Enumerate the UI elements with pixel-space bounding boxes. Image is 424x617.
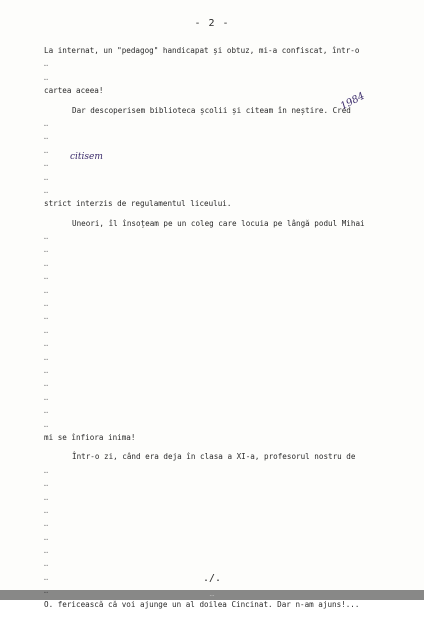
text-line: … [44,312,49,322]
text-line: … [44,559,49,569]
text-line: … [44,185,49,195]
text-line: … [44,339,49,349]
text-line: … [44,479,49,489]
paragraph-2 [44,104,388,211]
text-line: … [44,465,49,475]
text-line: … [44,272,49,282]
text-line: … [44,325,49,335]
handwritten-margin-note: citisem [70,152,103,162]
text-line: … [44,519,49,529]
text-line: … [44,118,49,128]
text-line: … [44,419,49,429]
text-line: … [44,299,49,309]
text-line: Dar descoperisem biblioteca școlii și citeam în neștire. Cred [72,105,351,115]
text-line: Uneori, îl însoțeam pe un coleg care locuia pe lângă podul Mihai [72,218,365,228]
paragraph-1 [44,44,388,98]
text-line: … [44,392,49,402]
text-line: cartea aceea! [44,86,104,96]
text-line: … [44,132,49,142]
watermark: ... [0,590,424,600]
text-line: … [44,72,49,82]
text-line: … [44,532,49,542]
text-line: … [44,59,49,69]
paragraph-3 [44,217,388,445]
text-line: … [44,352,49,362]
handwritten-year-note: 1984 [338,90,367,113]
text-line: … [44,572,49,582]
text-line: … [44,245,49,255]
document-body [44,44,388,617]
text-line: mi se înfiora inima! [44,432,136,442]
text-line: … [44,492,49,502]
text-line: … [44,379,49,389]
text-line: O. fericească că voi ajunge un al doilea Cincinat. Dar n-am ajuns!... [44,599,360,609]
text-line: … [44,546,49,556]
text-line: … [44,406,49,416]
text-line: … [44,258,49,268]
text-line: … [44,159,49,169]
text-line: … [44,145,49,155]
text-line: … [44,505,49,515]
text-line: … [44,285,49,295]
ending-mark: ./. [202,573,222,584]
text-line: Într-o zi, când era deja în clasa a XI-a, profesorul nostru de [72,452,356,462]
text-line: La internat, un "pedagog" handicapat și obtuz, mi-a confiscat, într-o [44,46,360,55]
text-line: … [44,232,49,242]
page-number: - 2 - [194,18,230,29]
paragraph-4 [44,450,388,611]
text-line: strict interzis de regulamentul liceului. [44,199,232,209]
text-line: … [44,172,49,182]
text-line: … [44,365,49,375]
